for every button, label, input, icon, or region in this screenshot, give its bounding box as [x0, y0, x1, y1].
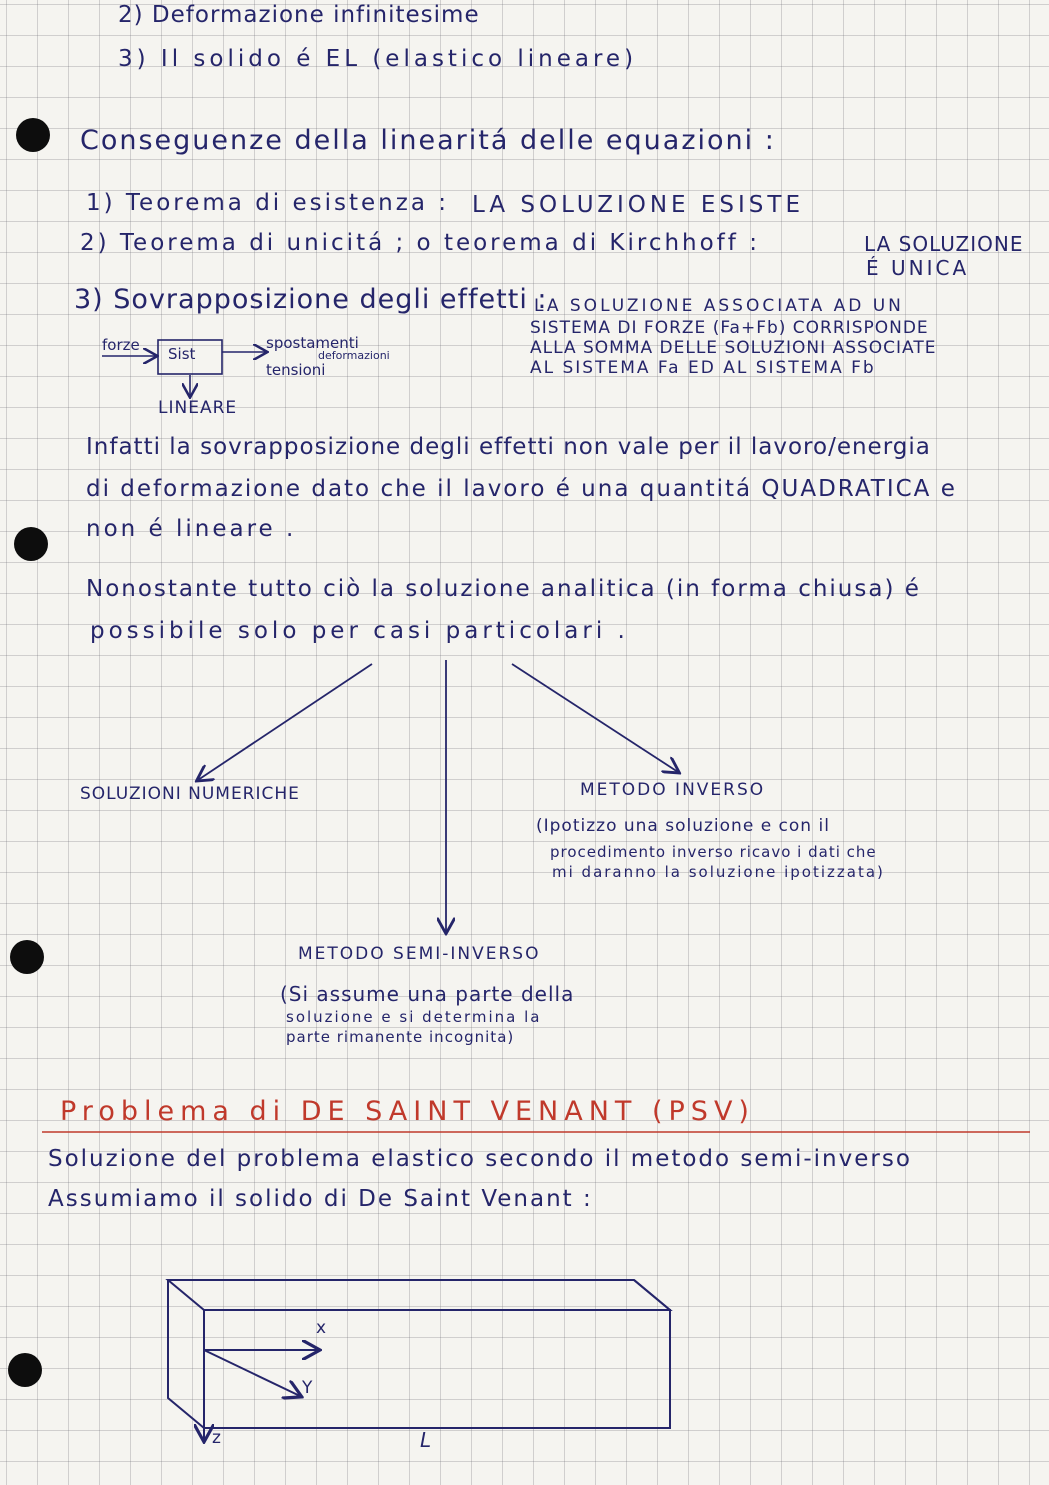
line-3: 3) Il solido é EL (elastico lineare): [118, 46, 638, 72]
beam-front-face: [204, 1310, 670, 1428]
semi-inverso-desc-1: (Si assume una parte della: [280, 982, 575, 1006]
diagram-system-box: [158, 340, 222, 374]
diagram-out-deformazioni: deformazioni: [318, 349, 390, 362]
heading-de-saint-venant: Problema di DE SAINT VENANT (PSV): [60, 1096, 755, 1127]
system-diagram: [102, 340, 266, 396]
paragraph-soluzione: Soluzione del problema elastico secondo il metodo semi-inverso: [48, 1146, 912, 1172]
unicita-conclusione-2: É UNICA: [866, 256, 970, 280]
teorema-esistenza: 1) Teorema di esistenza :: [86, 190, 449, 216]
tree-arrows: [198, 660, 678, 932]
branch-metodo-semi-inverso: METODO SEMI-INVERSO: [298, 944, 541, 964]
branch-soluzioni-numeriche: SOLUZIONI NUMERICHE: [80, 784, 300, 804]
beam-left-edge: [168, 1280, 204, 1428]
diagram-input-forze: forze: [102, 336, 140, 354]
metodo-inverso-desc-3: mi daranno la soluzione ipotizzata): [552, 863, 885, 881]
branch-metodo-inverso: METODO INVERSO: [580, 780, 766, 800]
beam-length-label: L: [420, 1428, 433, 1452]
sovrapposizione-desc-1: LA SOLUZIONE ASSOCIATA AD UN: [534, 296, 904, 316]
teorema-unicita: 2) Teorema di unicitá ; o teorema di Kirchhoff :: [80, 230, 760, 256]
beam-drawing: [168, 1280, 670, 1440]
beam-axis-x-label: x: [316, 1318, 328, 1338]
sovrapposizione-desc-4: AL SISTEMA Fa ED AL SISTEMA Fb: [530, 358, 876, 378]
sovrapposizione-desc-3: ALLA SOMMA DELLE SOLUZIONI ASSOCIATE: [530, 338, 937, 358]
metodo-inverso-desc-2: procedimento inverso ricavo i dati che: [550, 843, 877, 861]
line-2: 2) Deformazione infinitesime: [118, 2, 480, 28]
sovrapposizione-desc-2: SISTEMA DI FORZE (Fa+Fb) CORRISPONDE: [530, 318, 929, 338]
heading-conseguenze: Conseguenze della linearitá delle equazioni :: [80, 125, 776, 156]
paragraph-nonostante-2: possibile solo per casi particolari .: [90, 618, 629, 644]
beam-axis-y-label: Y: [302, 1378, 314, 1398]
paragraph-infatti-2: di deformazione dato che il lavoro é una quantitá QUADRATICA e: [86, 476, 957, 502]
beam-right-back-edge: [634, 1280, 670, 1310]
paragraph-infatti-1: Infatti la sovrapposizione degli effetti non vale per il lavoro/energia: [86, 434, 931, 460]
diagram-box-sist: Sist: [168, 345, 196, 363]
diagram-out-spostamenti: spostamenti: [266, 334, 359, 352]
diagram-out-tensioni: tensioni: [266, 361, 326, 379]
arrow-numeriche: [198, 664, 372, 780]
beam-axis-y: [204, 1350, 300, 1396]
sovrapposizione-effetti: 3) Sovrapposizione degli effetti :: [74, 284, 548, 315]
diagram-lineare: LINEARE: [158, 398, 238, 418]
beam-axis-z-label: z: [212, 1428, 222, 1448]
paragraph-nonostante-1: Nonostante tutto ciò la soluzione analitica (in forma chiusa) é: [86, 576, 921, 602]
esistenza-conclusione: LA SOLUZIONE ESISTE: [472, 192, 804, 218]
arrow-inverso: [512, 664, 678, 772]
unicita-conclusione-1: LA SOLUZIONE: [864, 232, 1024, 256]
paragraph-assumiamo: Assumiamo il solido di De Saint Venant :: [48, 1186, 593, 1212]
paragraph-infatti-3: non é lineare .: [86, 516, 297, 542]
semi-inverso-desc-2: soluzione e si determina la: [286, 1008, 542, 1026]
semi-inverso-desc-3: parte rimanente incognita): [286, 1028, 515, 1046]
beam-top-face: [168, 1280, 670, 1310]
metodo-inverso-desc-1: (Ipotizzo una soluzione e con il: [536, 816, 830, 836]
